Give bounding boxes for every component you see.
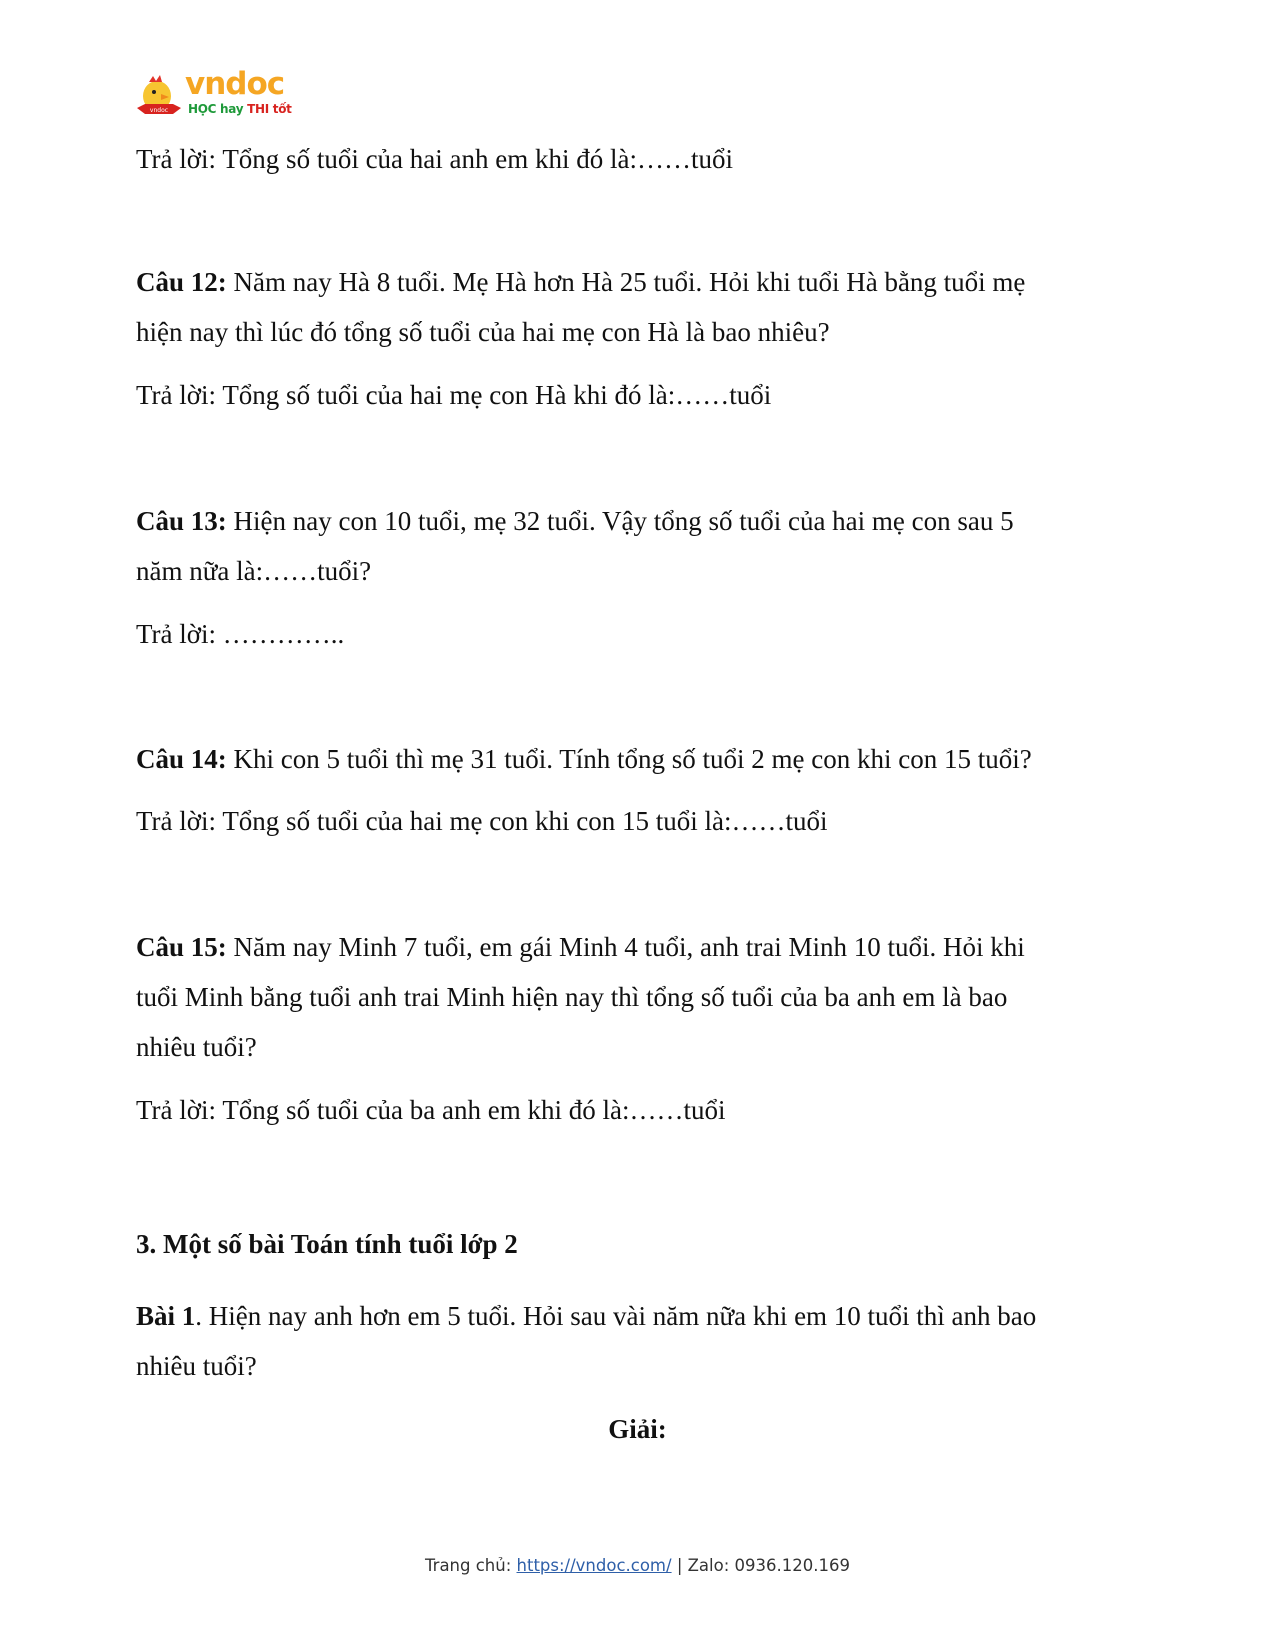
answer-12: Trả lời: Tổng số tuổi của hai mẹ con Hà khi đó là:……tuổi [136, 380, 772, 410]
solution-heading: Giải: [608, 1414, 667, 1444]
question-12-line-1: Câu 12: Năm nay Hà 8 tuổi. Mẹ Hà hơn Hà 25 tuổi. Hỏi khi tuổi Hà bằng tuổi mẹ [136, 267, 1026, 297]
question-13-line-2: năm nữa là:……tuổi? [136, 556, 372, 586]
question-label: Câu 15: [136, 932, 227, 962]
homepage-link[interactable]: https://vndoc.com/ [516, 1556, 672, 1575]
answer-11: Trả lời: Tổng số tuổi của hai anh em khi đó là:……tuổi [136, 144, 733, 174]
question-label: Câu 13: [136, 506, 227, 536]
answer-15: Trả lời: Tổng số tuổi của ba anh em khi đó là:……tuổi [136, 1095, 726, 1125]
question-12-line-2: hiện nay thì lúc đó tổng số tuổi của hai mẹ con Hà là bao nhiêu? [136, 317, 830, 347]
answer-14: Trả lời: Tổng số tuổi của hai mẹ con khi con 15 tuổi là:……tuổi [136, 806, 828, 836]
footer-contact: | Zalo: 0936.120.169 [671, 1556, 850, 1575]
question-15-line-3: nhiêu tuổi? [136, 1032, 257, 1062]
exercise-label: Bài 1 [136, 1301, 196, 1331]
question-label: Câu 14: [136, 744, 227, 774]
svg-text:vndoc: vndoc [149, 107, 169, 114]
logo-tagline: HỌC hay THI tốt [188, 102, 292, 116]
question-15-line-1: Câu 15: Năm nay Minh 7 tuổi, em gái Minh 4 tuổi, anh trai Minh 10 tuổi. Hỏi khi [136, 932, 1025, 962]
vndoc-logo [135, 66, 295, 120]
question-13-line-1: Câu 13: Hiện nay con 10 tuổi, mẹ 32 tuổi. Vậy tổng số tuổi của hai mẹ con sau 5 [136, 506, 1014, 536]
section-3-heading: 3. Một số bài Toán tính tuổi lớp 2 [136, 1229, 518, 1259]
page-footer [0, 1556, 1275, 1575]
answer-13: Trả lời: ………….. [136, 619, 345, 649]
footer-prefix: Trang chủ: [425, 1556, 517, 1575]
logo-wordmark: vndoc [185, 66, 285, 102]
question-15-line-2: tuổi Minh bằng tuổi anh trai Minh hiện nay thì tổng số tuổi của ba anh em là bao [136, 982, 1008, 1012]
chicken-mascot-icon [135, 74, 183, 118]
exercise-1-line-1: Bài 1. Hiện nay anh hơn em 5 tuổi. Hỏi sau vài năm nữa khi em 10 tuổi thì anh bao [136, 1301, 1037, 1331]
question-14-line-1: Câu 14: Khi con 5 tuổi thì mẹ 31 tuổi. Tính tổng số tuổi 2 mẹ con khi con 15 tuổi? [136, 744, 1032, 774]
question-label: Câu 12: [136, 267, 227, 297]
exercise-1-line-2: nhiêu tuổi? [136, 1351, 257, 1381]
